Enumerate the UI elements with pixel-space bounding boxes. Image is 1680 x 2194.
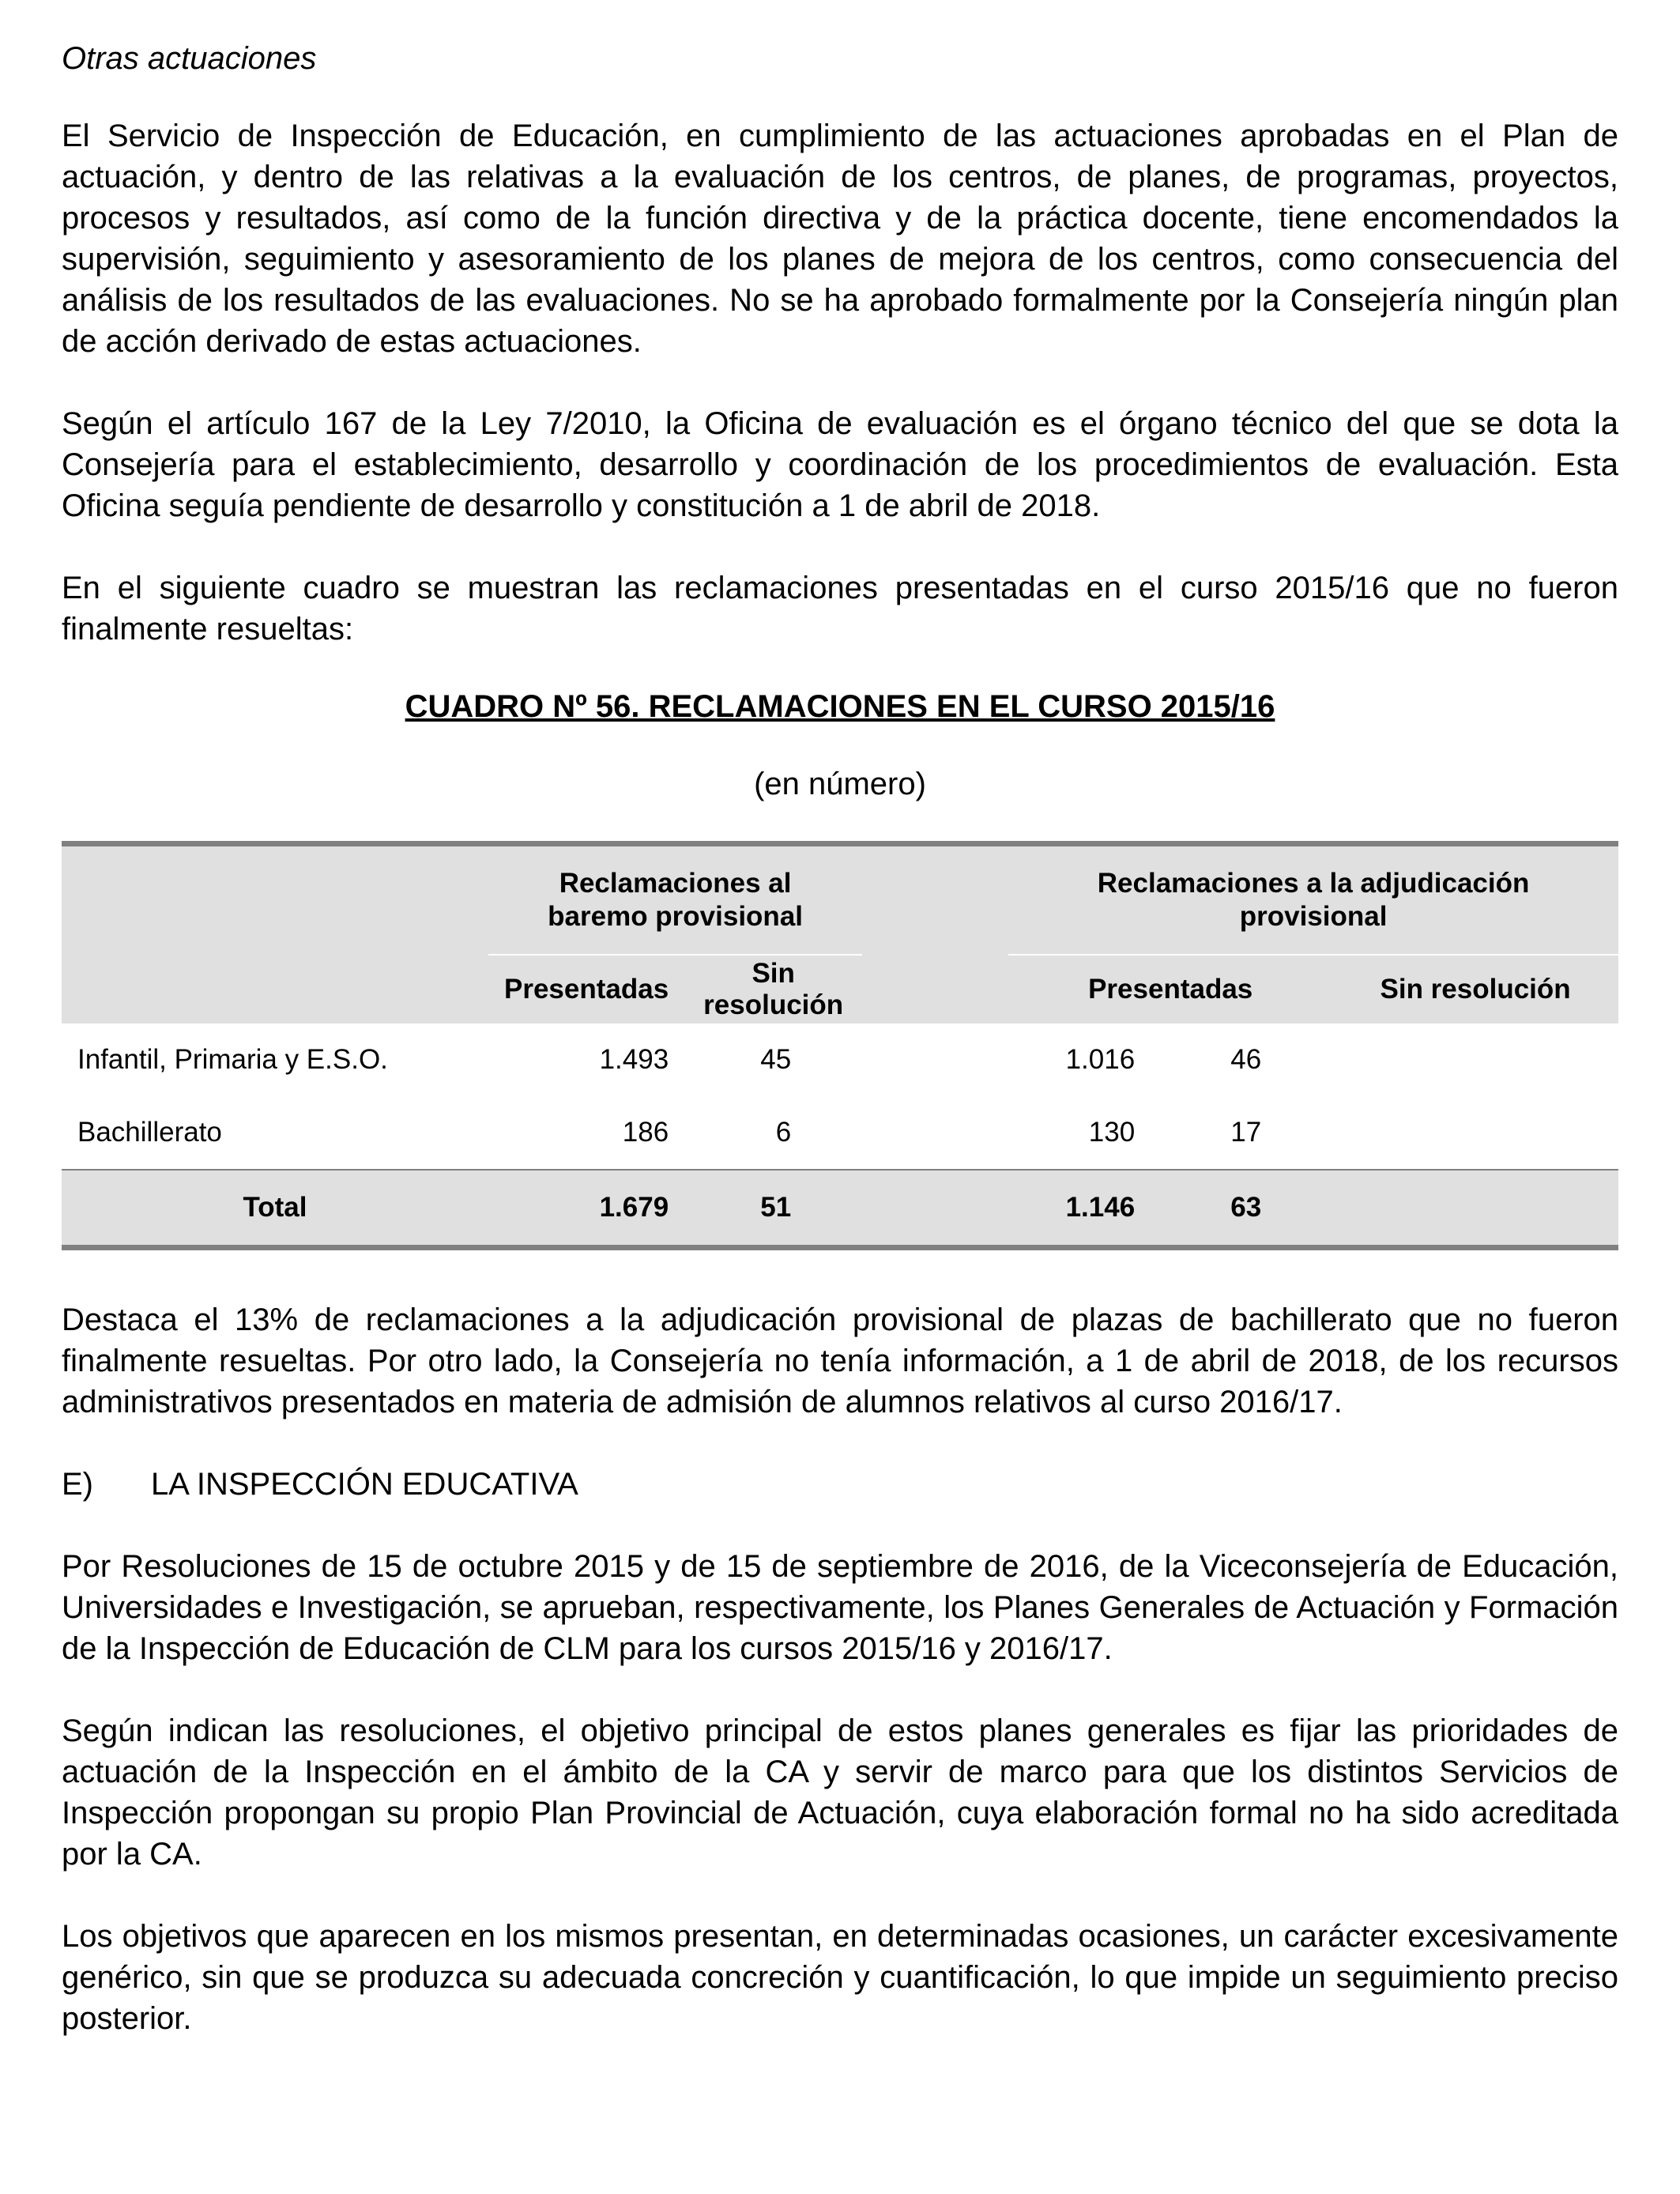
table-total-row — [62, 1170, 1618, 1248]
total-label: Total — [62, 1170, 488, 1248]
row-label: Infantil, Primaria y E.S.O. — [77, 1044, 388, 1075]
claims-table — [62, 841, 1618, 1250]
table-header-groups — [62, 846, 1618, 955]
baremo-sin-resolucion-value: 45 — [760, 1044, 792, 1075]
adjudicacion-sin-resolucion-value: 46 — [1230, 1044, 1262, 1075]
total-baremo-sin-resolucion: 51 — [684, 1170, 862, 1248]
baremo-presentadas-value: 1.493 — [599, 1044, 669, 1075]
intro-heading: Otras actuaciones — [62, 41, 317, 76]
section-title: LA INSPECCIÓN EDUCATIVA — [151, 1467, 578, 1502]
header-adjudicacion-sin-resolucion: Sin resolución — [1332, 955, 1618, 1023]
header-group-baremo: Reclamaciones al baremo provisional — [488, 846, 862, 955]
paragraph-resolutions: Por Resoluciones de 15 de octubre 2015 y de 15 de septiembre de 2016, de la Viceconsejería de Educación, Universidades e Investigación, se aprueban, respectivamente, los Planes Generales de Actuación y Formación de la Inspección de Educación de CLM para los cursos 2015/16 y 2016/17. — [62, 1549, 1618, 1666]
paragraph-after-table: Destaca el 13% de reclamaciones a la adjudicación provisional de plazas de bachillerato que no fueron finalmente resueltas. Por otro lado, la Consejería no tenía información, a 1 de abril de 2018, de los recursos administrativos presentados en materia de admisión de alumnos relativos al curso 2016/17. — [62, 1302, 1618, 1419]
header-empty-cell — [62, 846, 488, 1023]
adjudicacion-presentadas-value: 1.016 — [1065, 1044, 1136, 1075]
table-unit: (en número) — [754, 767, 926, 801]
paragraph-inspection-service: El Servicio de Inspección de Educación, en cumplimiento de las actuaciones aprobadas en el Plan de actuación, y dentro de las relativas a la evaluación de los centros, de planes, de programas, proyectos, procesos y resultados, así como de la función directiva y de la práctica docente, tiene encomendados la supervisión, seguimiento y asesoramiento de los planes de mejora de los centros, como consecuencia del análisis de los resultados de las evaluaciones. No se ha aprobado formalmente por la Consejería ningún plan de acción derivado de estas actuaciones. — [62, 119, 1618, 359]
document-page — [62, 38, 1618, 2080]
total-adjudicacion-presentadas: 1.146 — [1008, 1170, 1151, 1248]
paragraph-table-intro: En el siguiente cuadro se muestran las reclamaciones presentadas en el curso 2015/16 que no fueron finalmente resueltas: — [62, 571, 1618, 647]
paragraph-evaluation-office: Según el artículo 167 de la Ley 7/2010, la Oficina de evaluación es el órgano técnico del que se dota la Consejería para el establecimiento, desarrollo y coordinación de los procedimientos de evaluación. Esta Oficina seguía pendiente de desarrollo y constitución a 1 de abril de 2018. — [62, 406, 1618, 523]
row-label: Bachillerato — [77, 1117, 222, 1148]
table-row — [62, 1096, 1618, 1170]
section-heading — [62, 1464, 1618, 1505]
header-baremo-sin-resolucion: Sin resolución — [684, 955, 862, 1023]
paragraph-generic-objectives: Los objetivos que aparecen en los mismos presentan, en determinadas ocasiones, un carácter excesivamente genérico, sin que se produzca su adecuada concreción y cuantificación, lo que impide un seguimiento preciso posterior. — [62, 1919, 1618, 2036]
table-title: CUADRO Nº 56. RECLAMACIONES EN EL CURSO 2015/16 — [405, 689, 1275, 724]
section-letter: E) — [62, 1467, 93, 1502]
header-spacer-cell — [862, 846, 1008, 1023]
header-baremo-presentadas: Presentadas — [488, 955, 684, 1023]
baremo-sin-resolucion-value: 6 — [775, 1117, 792, 1148]
paragraph-objectives: Según indican las resoluciones, el objetivo principal de estos planes generales es fijar las prioridades de actuación de la Inspección en el ámbito de la CA y servir de marco para que los distintos Servicios de Inspección propongan su propio Plan Provincial de Actuación, cuya elaboración formal no ha sido acreditada por la CA. — [62, 1713, 1618, 1872]
total-adjudicacion-sin-resolucion: 63 — [1151, 1170, 1332, 1248]
header-group-adjudicacion: Reclamaciones a la adjudicación provisional — [1008, 846, 1618, 955]
adjudicacion-sin-resolucion-value: 17 — [1230, 1117, 1262, 1148]
baremo-presentadas-value: 186 — [622, 1117, 669, 1148]
header-adjudicacion-presentadas: Presentadas — [1008, 955, 1332, 1023]
total-baremo-presentadas: 1.679 — [488, 1170, 684, 1248]
table-row — [62, 1023, 1618, 1096]
adjudicacion-presentadas-value: 130 — [1088, 1117, 1136, 1148]
